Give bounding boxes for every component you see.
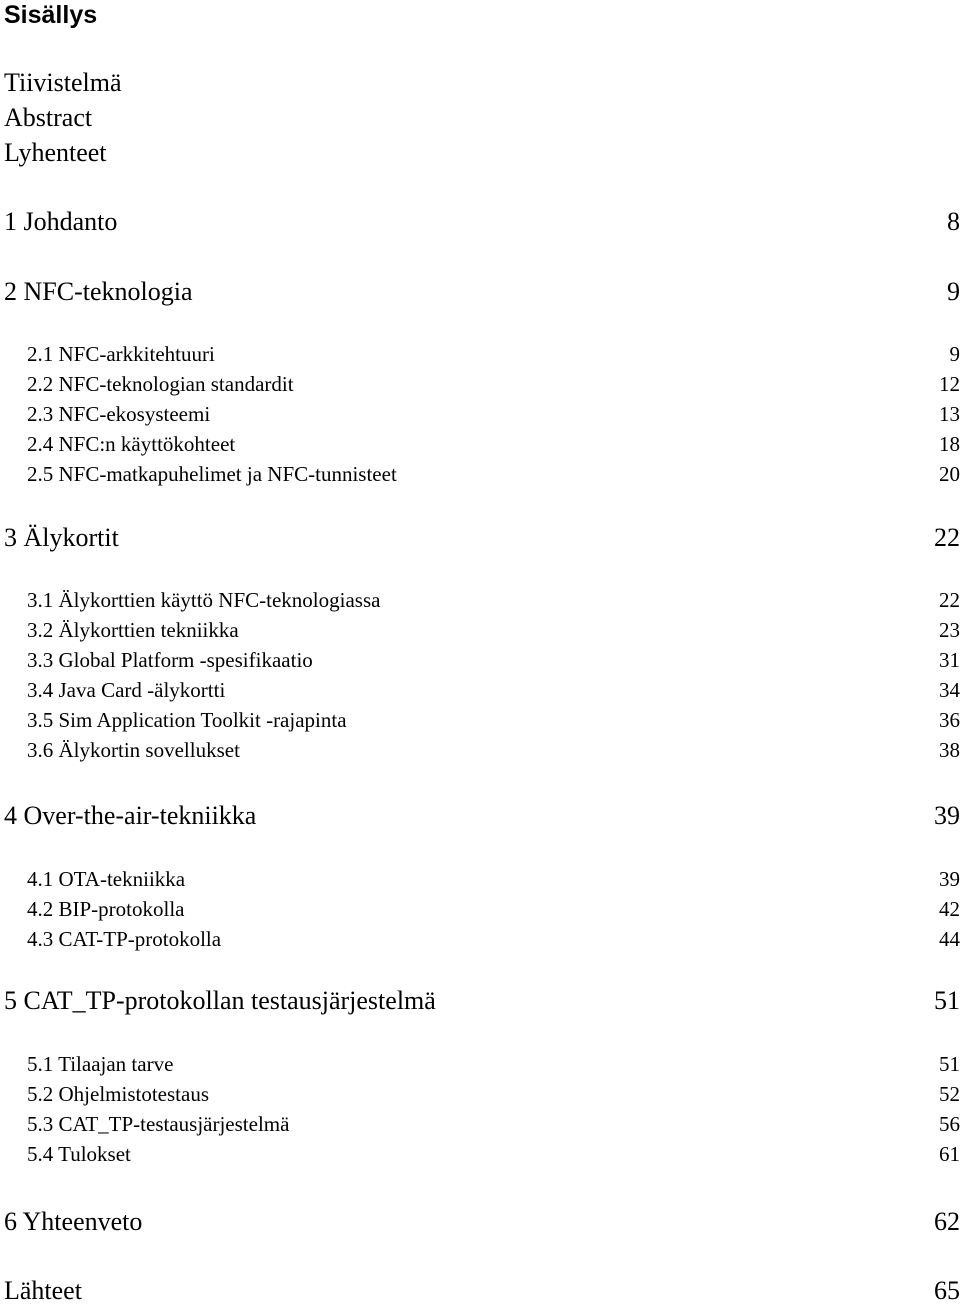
- toc-entry-page: 20: [939, 461, 960, 487]
- toc-entry-page: 51: [939, 1051, 960, 1077]
- toc-entry-page: 22: [939, 587, 960, 613]
- toc-section-entry: [0, 461, 960, 491]
- toc-entry-title: 3.2 Älykorttien tekniikka: [27, 617, 239, 643]
- toc-entry-title: 1 Johdanto: [4, 207, 117, 237]
- toc-entry-page: 52: [939, 1081, 960, 1107]
- toc-entry-title: 2 NFC-teknologia: [4, 277, 193, 307]
- toc-entry-page: 65: [934, 1276, 960, 1306]
- toc-entry-page: 12: [939, 371, 960, 397]
- toc-chapter-entry: [0, 1276, 960, 1306]
- toc-section-entry: [0, 707, 960, 737]
- toc-chapter-entry: [0, 801, 960, 831]
- toc-entry-title: Lähteet: [4, 1276, 82, 1306]
- toc-entry-title: 3.5 Sim Application Toolkit -rajapinta: [27, 707, 347, 733]
- toc-entry-page: 44: [939, 926, 960, 952]
- toc-entry-title: 2.3 NFC-ekosysteemi: [27, 401, 210, 427]
- toc-entry-title: 5 CAT_TP-protokollan testausjärjestelmä: [4, 986, 436, 1016]
- toc-section-entry: [0, 866, 960, 896]
- toc-entry-title: 5.4 Tulokset: [27, 1141, 131, 1167]
- toc-section-entry: [0, 1141, 960, 1171]
- toc-entry-page: 34: [939, 677, 960, 703]
- toc-entry-page: 38: [939, 737, 960, 763]
- toc-chapter-entry: [0, 523, 960, 553]
- toc-entry-page: 39: [934, 801, 960, 831]
- front-matter-item: Abstract: [4, 103, 92, 133]
- toc-entry-page: 8: [947, 207, 960, 237]
- toc-section-entry: [0, 401, 960, 431]
- toc-entry-title: 3.6 Älykortin sovellukset: [27, 737, 240, 763]
- toc-section-entry: [0, 587, 960, 617]
- toc-entry-page: 36: [939, 707, 960, 733]
- toc-entry-title: 4.2 BIP-protokolla: [27, 896, 185, 922]
- front-matter-item: Lyhenteet: [4, 138, 107, 168]
- toc-entry-page: 22: [934, 523, 960, 553]
- toc-entry-title: 3.3 Global Platform -spesifikaatio: [27, 647, 313, 673]
- toc-entry-page: 56: [939, 1111, 960, 1137]
- toc-section-entry: [0, 341, 960, 371]
- toc-section-entry: [0, 677, 960, 707]
- toc-section-entry: [0, 617, 960, 647]
- toc-entry-title: 5.1 Tilaajan tarve: [27, 1051, 173, 1077]
- toc-entry-title: 3.1 Älykorttien käyttö NFC-teknologiassa: [27, 587, 380, 613]
- toc-entry-title: 2.4 NFC:n käyttökohteet: [27, 431, 235, 457]
- toc-entry-title: 6 Yhteenveto: [4, 1207, 142, 1237]
- toc-section-entry: [0, 431, 960, 461]
- toc-section-entry: [0, 1111, 960, 1141]
- toc-entry-page: 9: [950, 341, 960, 367]
- toc-entry-page: 31: [939, 647, 960, 673]
- toc-chapter-entry: [0, 207, 960, 237]
- toc-entry-page: 9: [947, 277, 960, 307]
- toc-chapter-entry: [0, 277, 960, 307]
- toc-entry-page: 18: [939, 431, 960, 457]
- toc-chapter-entry: [0, 1207, 960, 1237]
- toc-section-entry: [0, 1081, 960, 1111]
- toc-chapter-entry: [0, 986, 960, 1016]
- toc-section-entry: [0, 737, 960, 767]
- toc-entry-title: 4 Over-the-air-tekniikka: [4, 801, 256, 831]
- toc-entry-title: 3.4 Java Card -älykortti: [27, 677, 225, 703]
- toc-entry-title: 5.2 Ohjelmistotestaus: [27, 1081, 209, 1107]
- toc-entry-title: 4.3 CAT-TP-protokolla: [27, 926, 221, 952]
- toc-section-entry: [0, 647, 960, 677]
- front-matter-item: Tiivistelmä: [4, 68, 122, 98]
- toc-section-entry: [0, 1051, 960, 1081]
- toc-entry-title: 2.1 NFC-arkkitehtuuri: [27, 341, 215, 367]
- toc-section-entry: [0, 371, 960, 401]
- toc-section-entry: [0, 926, 960, 956]
- toc-entry-page: 13: [939, 401, 960, 427]
- toc-entry-page: 62: [934, 1207, 960, 1237]
- toc-entry-page: 51: [934, 986, 960, 1016]
- toc-section-entry: [0, 896, 960, 926]
- toc-entry-title: 4.1 OTA-tekniikka: [27, 866, 185, 892]
- toc-entry-page: 23: [939, 617, 960, 643]
- toc-entry-page: 61: [939, 1141, 960, 1167]
- toc-entry-title: 2.5 NFC-matkapuhelimet ja NFC-tunnisteet: [27, 461, 397, 487]
- toc-entry-page: 42: [939, 896, 960, 922]
- page-title: Sisällys: [4, 0, 97, 30]
- toc-entry-title: 3 Älykortit: [4, 523, 119, 553]
- toc-entry-title: 5.3 CAT_TP-testausjärjestelmä: [27, 1111, 289, 1137]
- toc-entry-page: 39: [939, 866, 960, 892]
- toc-entry-title: 2.2 NFC-teknologian standardit: [27, 371, 294, 397]
